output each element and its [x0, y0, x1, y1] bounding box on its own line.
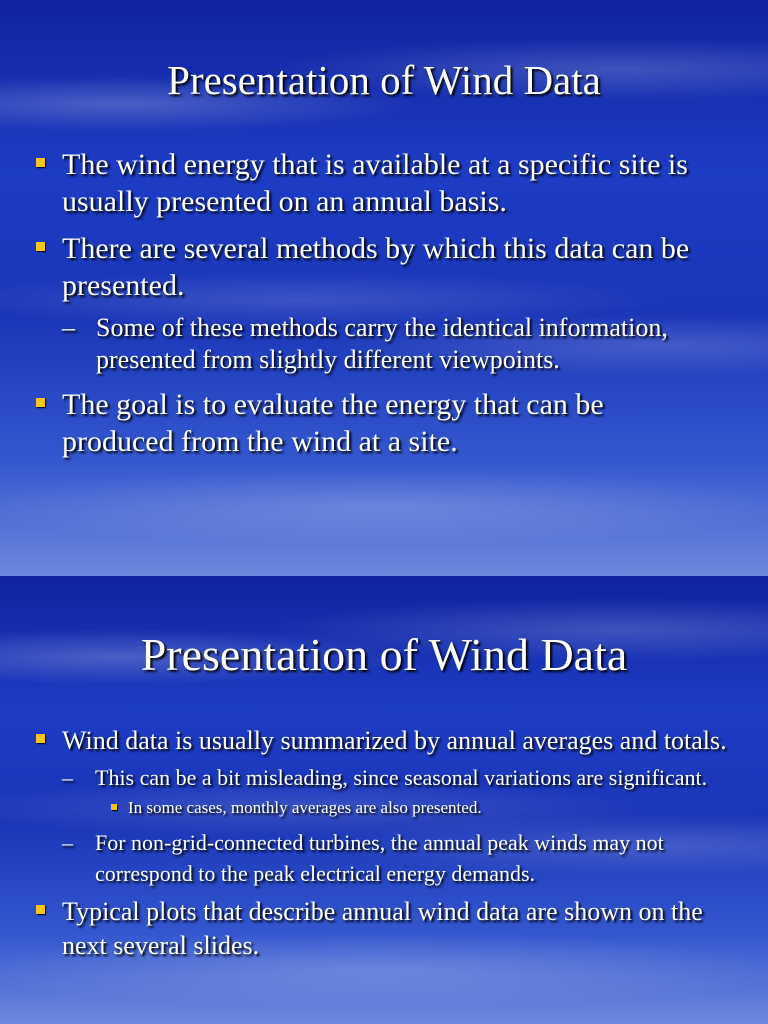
- sub-sub-list-item: [128, 793, 725, 823]
- square-bullet-icon: [36, 398, 45, 407]
- list-item-text: There are several methods by which this data can be presented.: [62, 232, 690, 302]
- bullet-list: [62, 724, 732, 969]
- sub-list-item-text: For non-grid-connected turbines, the annual peak winds may not correspond to the peak electrical energy demands.: [95, 830, 664, 886]
- list-item-text: The wind energy that is available at a specific site is usually presented on an annual basis.: [62, 148, 688, 218]
- slide-title: Presentation of Wind Data: [167, 57, 601, 103]
- list-item: [62, 386, 722, 460]
- bullet-list: [62, 146, 722, 470]
- sub-sub-list: [128, 793, 725, 823]
- sub-list-item-text: This can be a bit misleading, since seasonal variations are significant.: [95, 765, 708, 790]
- small-square-bullet-icon: [111, 804, 117, 810]
- sub-list-item: [62, 762, 725, 823]
- list-item-text: The goal is to evaluate the energy that can be produced from the wind at a site.: [62, 388, 604, 458]
- square-bullet-icon: [36, 734, 45, 743]
- list-item-text: Wind data is usually summarized by annual averages and totals.: [62, 726, 727, 755]
- list-item: [62, 724, 732, 889]
- square-bullet-icon: [36, 158, 45, 167]
- slide-2: [0, 576, 768, 1024]
- sub-sub-list-item-text: In some cases, monthly averages are also presented.: [128, 798, 482, 817]
- dash-bullet-icon: –: [62, 313, 75, 342]
- sub-list-item: [62, 827, 725, 889]
- square-bullet-icon: [36, 242, 45, 251]
- sub-list-item: [62, 312, 696, 376]
- list-item: [62, 146, 722, 220]
- sub-list: [62, 312, 696, 376]
- list-item: [62, 895, 732, 963]
- list-item-text: Typical plots that describe annual wind data are shown on the next several slides.: [62, 897, 703, 960]
- sub-list-item-text: Some of these methods carry the identical information, presented from slightly different viewpoints.: [96, 313, 668, 374]
- sub-list: [62, 762, 725, 889]
- dash-bullet-icon: –: [62, 830, 73, 855]
- list-item: [62, 230, 722, 376]
- dash-bullet-icon: –: [62, 765, 73, 790]
- square-bullet-icon: [36, 905, 45, 914]
- slide-title: Presentation of Wind Data: [140, 629, 628, 680]
